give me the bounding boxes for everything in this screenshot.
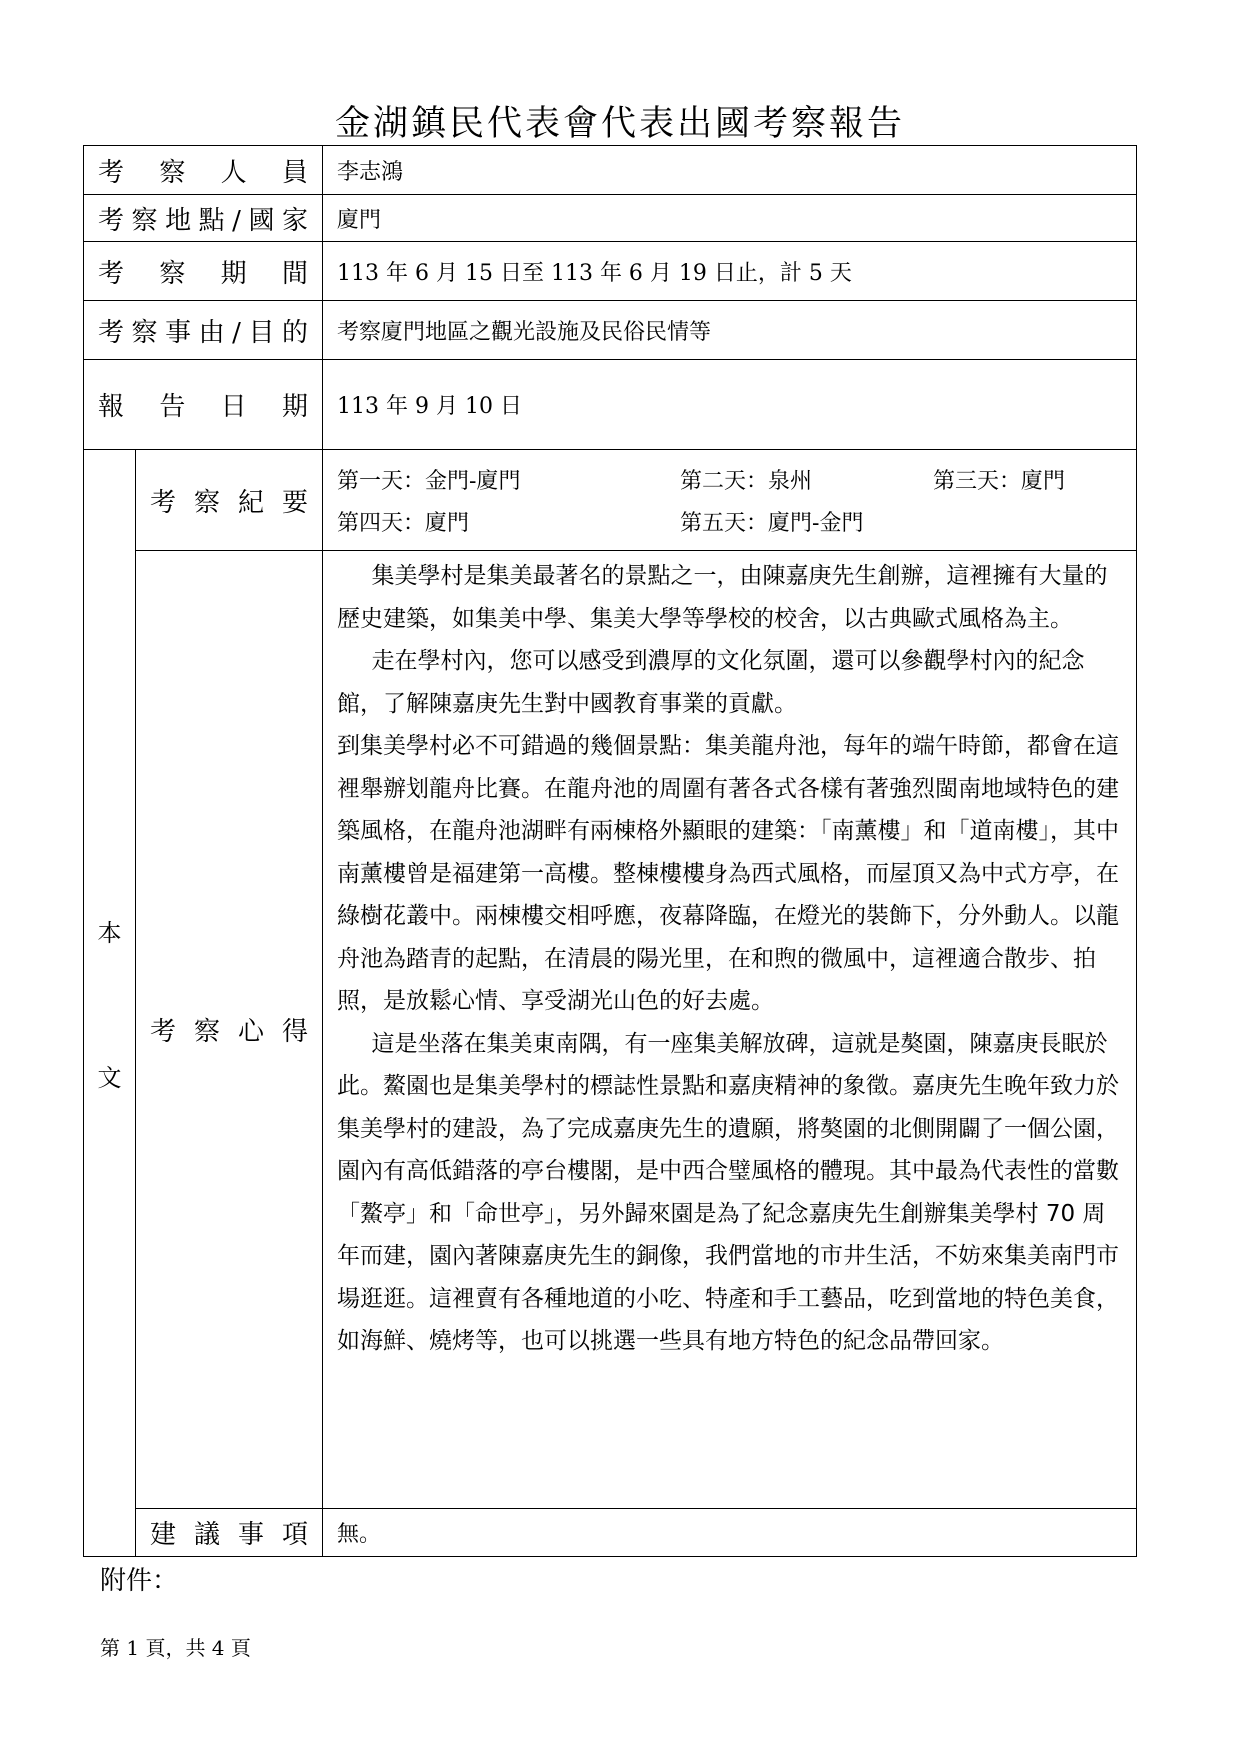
personnel-label: 考察人員 xyxy=(84,146,323,195)
insight-paragraph: 走在學村內，您可以感受到濃厚的文化氛圍，還可以參觀學村內的紀念館，了解陳嘉庚先生對中國教育事業的貢獻。 xyxy=(337,648,1085,717)
insight-text xyxy=(323,551,1137,1509)
itinerary-day2: 第二天：泉州 xyxy=(680,468,813,494)
period-value: 113 年 6 月 15 日至 113 年 6 月 19 日止，計 5 天 xyxy=(323,242,1137,301)
row-summary xyxy=(84,450,1137,551)
summary-label: 考察紀要 xyxy=(136,450,323,551)
insight-paragraph: 這是坐落在集美東南隅，有一座集美解放碑，這就是獒園，陳嘉庚長眠於此。鰲園也是集美學村的標誌性景點和嘉庚精神的象徵。嘉庚先生晚年致力於集美學村的建設，為了完成嘉庚先生的遺願，將獒園的北側開闢了一個公園，園內有高低錯落的亭台樓閣，是中西合璧風格的體現。其中最為代表性的當數「鰲亭」和「命世亭」，另外歸來園是為了紀念嘉庚先生創辦集美學村 70 周年而建，園內著陳嘉庚先生的銅像，我們當地的市井生活，不妨來集美南門市場逛逛。這裡賣有各種地道的小吃、特產和手工藝品，吃到當地的特色美食，如海鮮、燒烤等，也可以挑選一些具有地方特色的紀念品帶回家。 xyxy=(337,1030,1120,1354)
side-char-1: 本 xyxy=(97,919,122,947)
row-personnel xyxy=(84,146,1137,195)
itinerary-row-1 xyxy=(337,458,1122,500)
itinerary-day5: 第五天：廈門-金門 xyxy=(680,510,864,536)
itinerary-row-2 xyxy=(337,500,1122,542)
report-date-value: 113 年 9 月 10 日 xyxy=(323,360,1137,450)
personnel-value: 李志鴻 xyxy=(323,146,1137,195)
itinerary-day1: 第一天：金門-廈門 xyxy=(337,468,521,494)
row-period xyxy=(84,242,1137,301)
row-insights xyxy=(84,551,1137,1509)
attachment-label: 附件： xyxy=(100,1566,179,1596)
itinerary-day4: 第四天：廈門 xyxy=(337,510,470,536)
itinerary-day3: 第三天：廈門 xyxy=(933,468,1066,494)
side-char-2: 文 xyxy=(97,1064,122,1092)
row-location xyxy=(84,195,1137,242)
insight-label: 考察心得 xyxy=(136,551,323,1509)
insight-paragraph: 集美學村是集美最著名的景點之一，由陳嘉庚先生創辦，這裡擁有大量的歷史建築，如集美中學、集美大學等學校的校舍，以古典歐式風格為主。 xyxy=(337,563,1108,632)
row-report-date xyxy=(84,360,1137,450)
purpose-value: 考察廈門地區之觀光設施及民俗民情等 xyxy=(323,301,1137,360)
itinerary xyxy=(323,450,1137,551)
report-table xyxy=(83,145,1137,1557)
suggestion-value: 無。 xyxy=(323,1509,1137,1557)
location-value: 廈門 xyxy=(323,195,1137,242)
page-footer: 第 1 頁，共 4 頁 xyxy=(100,1636,251,1660)
suggestion-label: 建議事項 xyxy=(136,1509,323,1557)
location-label: 考察地點/國家 xyxy=(84,195,323,242)
report-date-label: 報告日期 xyxy=(84,360,323,450)
document-title: 金湖鎮民代表會代表出國考察報告 xyxy=(334,104,905,144)
insight-paragraph: 到集美學村必不可錯過的幾個景點：集美龍舟池，每年的端午時節，都會在這裡舉辦划龍舟比賽。在龍舟池的周圍有著各式各樣有著強烈閩南地域特色的建築風格，在龍舟池湖畔有兩棟格外顯眼的建築：「南薰樓」和「道南樓」，其中南薰樓曾是福建第一高樓。整棟樓樓身為西式風格，而屋頂又為中式方亭，在綠樹花叢中。兩棟樓交相呼應，夜幕降臨，在燈光的裝飾下，分外動人。以龍舟池為踏青的起點，在清晨的陽光里，在和煦的微風中，這裡適合散步、拍照，是放鬆心情、享受湖光山色的好去處。 xyxy=(337,733,1120,1014)
period-label: 考察期間 xyxy=(84,242,323,301)
purpose-label: 考察事由/目的 xyxy=(84,301,323,360)
row-suggestion xyxy=(84,1509,1137,1557)
body-side-label xyxy=(84,450,136,1557)
row-purpose xyxy=(84,301,1137,360)
